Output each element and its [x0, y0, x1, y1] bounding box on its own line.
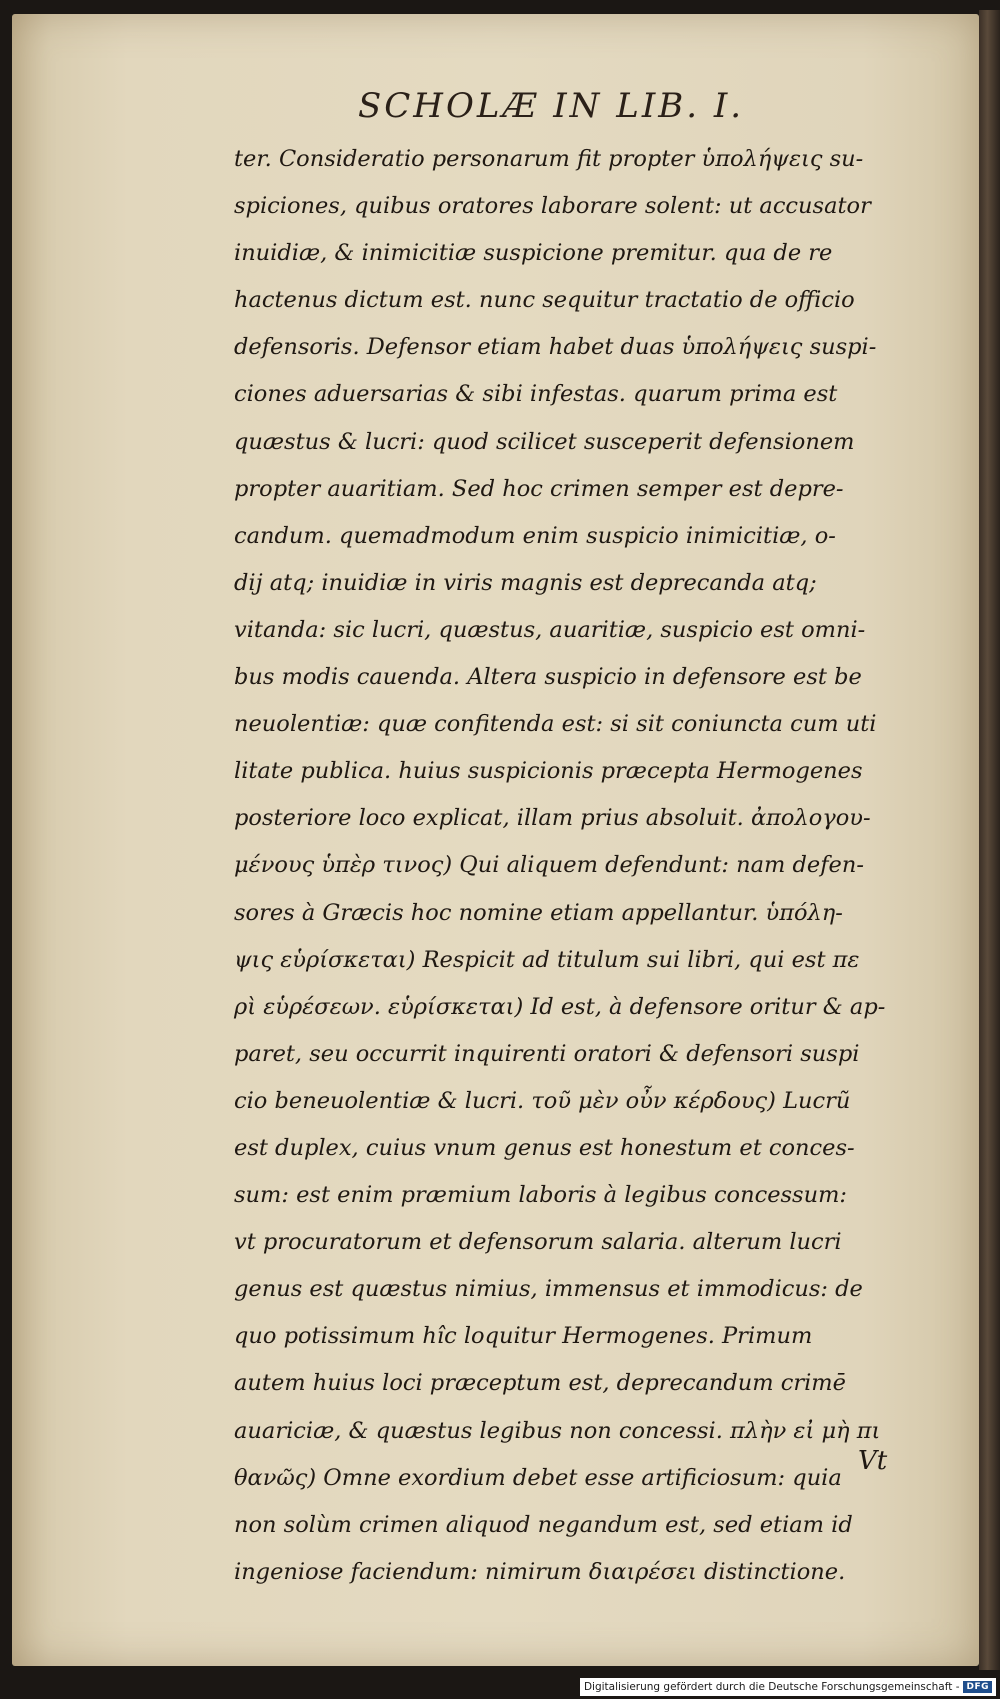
text-line: inuidiæ, & inimicitiæ suspicione premitur. qua de re	[234, 240, 833, 267]
dfg-logo-icon: DFG	[963, 1681, 992, 1693]
text-line: posteriore loco explicat, illam prius absoluit. ἀπολογου-	[234, 805, 871, 832]
body-text	[234, 136, 934, 1596]
text-line: ingeniose faciendum: nimirum διαιρέσει distinctione.	[234, 1558, 846, 1585]
text-line: sores à Græcis hoc nomine etiam appellantur. ὑπόλη-	[234, 899, 843, 926]
running-head: SCHOLÆ IN LIB. I.	[358, 86, 745, 126]
text-line: cio beneuolentiæ & lucri. τοῦ μὲν οὖν κέρδους) Lucrũ	[234, 1087, 851, 1114]
text-line: ter. Consideratio personarum fit propter ὑπολήψεις su-	[234, 146, 864, 172]
text-line: spiciones, quibus oratores laborare solent: ut accusator	[234, 193, 871, 220]
text-line: paret, seu occurrit inquirenti oratori & defensori suspi	[234, 1040, 860, 1067]
catchword: Vt	[858, 1446, 888, 1476]
text-line: θανῶς) Omne exordium debet esse artificiosum: quia	[234, 1464, 842, 1491]
text-line: est duplex, cuius vnum genus est honestum et conces-	[234, 1134, 855, 1161]
text-line: hactenus dictum est. nunc sequitur tractatio de officio	[234, 287, 855, 314]
text-line: quo potissimum hîc loquitur Hermogenes. Primum	[234, 1323, 813, 1350]
text-line: genus est quæstus nimius, immensus et immodicus: de	[234, 1276, 863, 1303]
text-line: litate publica. huius suspicionis præcepta Hermogenes	[234, 758, 863, 785]
text-line: vitanda: sic lucri, quæstus, auaritiæ, suspicio est omni-	[234, 616, 866, 643]
text-line: ρὶ εὑρέσεων. εὑρίσκεται) Id est, à defensore oritur & ap-	[234, 993, 886, 1020]
page-edge	[979, 10, 1000, 1670]
text-line: vt procuratorum et defensorum salaria. alterum lucri	[234, 1229, 842, 1256]
text-line: propter auaritiam. Sed hoc crimen semper est depre-	[234, 475, 844, 502]
text-line: ψις εὑρίσκεται) Respicit ad titulum sui libri, qui est πε	[234, 946, 860, 973]
text-line: auariciæ, & quæstus legibus non concessi. πλὴν εἰ μὴ πι	[234, 1417, 881, 1444]
text-line: sum: est enim præmium laboris à legibus concessum:	[234, 1182, 848, 1209]
text-line: ciones aduersarias & sibi infestas. quarum prima est	[234, 381, 838, 408]
text-line: autem huius loci præceptum est, deprecandum crimē	[234, 1370, 846, 1397]
text-line: μένους ὑπὲρ τινος) Qui aliquem defendunt: nam defen-	[234, 852, 864, 879]
digitization-credit	[580, 1678, 996, 1696]
text-line: candum. quemadmodum enim suspicio inimicitiæ, o-	[234, 522, 836, 549]
text-line: defensoris. Defensor etiam habet duas ὑπολήψεις suspi-	[234, 334, 877, 361]
text-line: neuolentiæ: quæ confitenda est: si sit coniuncta cum uti	[234, 711, 877, 738]
text-line: dij atq; inuidiæ in viris magnis est deprecanda atq;	[234, 569, 817, 596]
text-line: quæstus & lucri: quod scilicet susceperit defensionem	[234, 428, 855, 455]
credit-text: Digitalisierung gefördert durch die Deutsche Forschungsgemeinschaft -	[583, 1681, 960, 1693]
text-line: bus modis cauenda. Altera suspicio in defensore est be	[234, 664, 862, 691]
text-line: non solùm crimen aliquod negandum est, sed etiam id	[234, 1511, 853, 1538]
